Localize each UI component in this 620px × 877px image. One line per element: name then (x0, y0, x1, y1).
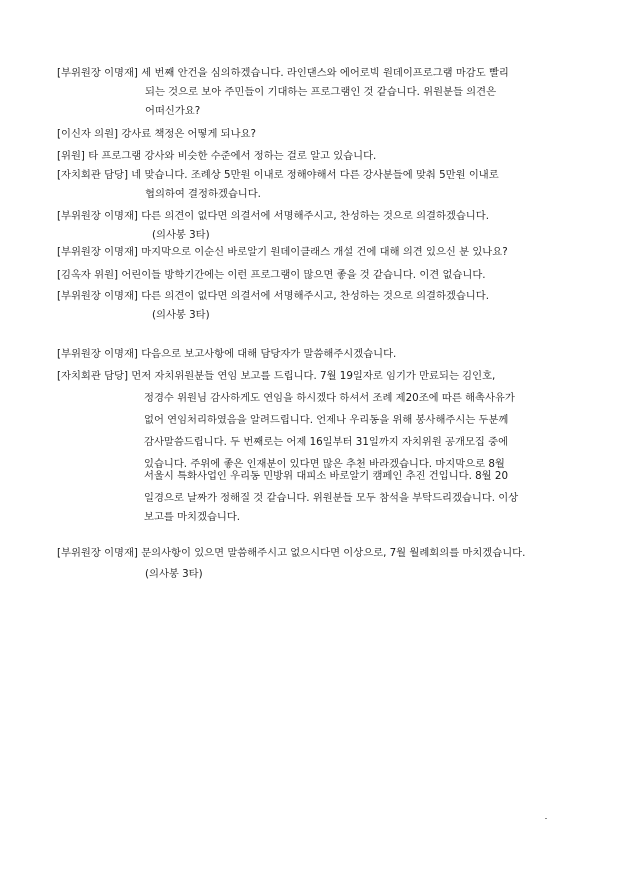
transcript-entry (57, 287, 577, 306)
transcript-entry (57, 147, 577, 166)
transcript-entry (57, 367, 577, 386)
transcript-entry (57, 64, 577, 83)
gavel-note: (의사봉 3타) (145, 568, 203, 580)
speaker-label: [이신자 의원] (57, 128, 119, 140)
speaker-label: [부위원장 이명재] (57, 290, 138, 302)
statement-line: 어떠신가요? (145, 105, 201, 117)
statement-line: 네 맞습니다. 조례상 5만원 이내로 정해야해서 다른 강사분들에 맞춰 5만원 이내로 (131, 169, 499, 181)
statement-line: 어린이들 방학기간에는 이런 프로그램이 많으면 좋을 것 같습니다. 이견 없습니다. (121, 269, 486, 281)
statement-line: 다음으로 보고사항에 대해 담당자가 말씀해주시겠습니다. (141, 348, 397, 360)
statement-line: 마지막으로 이순신 바로알기 원데이클래스 개설 건에 대해 의견 있으신 분 있나요? (141, 246, 508, 258)
transcript-entry (57, 544, 577, 563)
speaker-label: [부위원장 이명재] (57, 547, 138, 559)
gavel-note: (의사봉 3타) (152, 229, 210, 241)
statement-line: 감사말씀드립니다. 두 번째로는 어제 16일부터 31일까지 자치위원 공개모집 중에 (144, 436, 509, 448)
speaker-label: [김옥자 위원] (57, 269, 119, 281)
transcript-entry (57, 166, 577, 185)
transcript-entry (57, 125, 577, 144)
statement-line: 서울시 특화사업인 우리동 민방위 대피소 바로알기 캠페인 추진 건입니다. 8월 20 (144, 470, 509, 482)
transcript-entry (57, 243, 577, 262)
statement-line: 정경수 위원님 감사하게도 연임을 하시겠다 하셔서 조례 제20조에 따른 해촉사유가 (144, 392, 515, 404)
speaker-label: [부위원장 이명재] (57, 348, 138, 360)
transcript-entry (57, 207, 577, 226)
transcript-entry (57, 345, 577, 364)
speaker-label: [자치회관 담당] (57, 169, 128, 181)
speaker-label: [부위원장 이명재] (57, 67, 138, 79)
statement-line: 다른 의견이 없다면 의결서에 서명해주시고, 찬성하는 것으로 의결하겠습니다. (141, 290, 489, 302)
statement-line: 되는 것으로 보아 주민들이 기대하는 프로그램인 것 같습니다. 위원분들 의견은 (145, 86, 497, 98)
statement-line: 먼저 자치위원분들 연임 보고를 드립니다. 7월 19일자로 임기가 만료되는 김인호, (131, 370, 496, 382)
speaker-label: [위원] (57, 150, 85, 162)
statement-line: 보고를 마치겠습니다. (144, 511, 241, 523)
speaker-label: [부위원장 이명재] (57, 246, 138, 258)
scan-speck (545, 818, 547, 819)
speaker-label: [자치회관 담당] (57, 370, 128, 382)
statement-line: 없어 연임처리하였음을 알려드립니다. 언제나 우리동을 위해 봉사해주시는 두분께 (144, 414, 509, 426)
statement-line: 다른 의견이 없다면 의결서에 서명해주시고, 찬성하는 것으로 의결하겠습니다. (141, 210, 489, 222)
statement-line: 문의사항이 있으면 말씀해주시고 없으시다면 이상으로, 7월 월례회의를 마치겠습니다. (141, 547, 526, 559)
statement-line: 타 프로그램 강사와 비슷한 수준에서 정하는 걸로 알고 있습니다. (88, 150, 377, 162)
statement-line: 있습니다. 주위에 좋은 인재분이 있다면 많은 추천 바라겠습니다. 마지막으로 8월 (144, 458, 505, 470)
statement-line: 협의하여 결정하겠습니다. (145, 188, 261, 200)
statement-line: 세 번째 안건을 심의하겠습니다. 라인댄스와 에어로빅 원데이프로그램 마감도 빨리 (141, 67, 509, 79)
statement-line: 일경으로 날짜가 정해질 것 같습니다. 위원분들 모두 참석을 부탁드리겠습니다. 이상 (144, 492, 519, 504)
gavel-note: (의사봉 3타) (152, 309, 210, 321)
transcript-entry (57, 266, 577, 285)
speaker-label: [부위원장 이명재] (57, 210, 138, 222)
statement-line: 강사료 책정은 어떻게 되나요? (121, 128, 256, 140)
